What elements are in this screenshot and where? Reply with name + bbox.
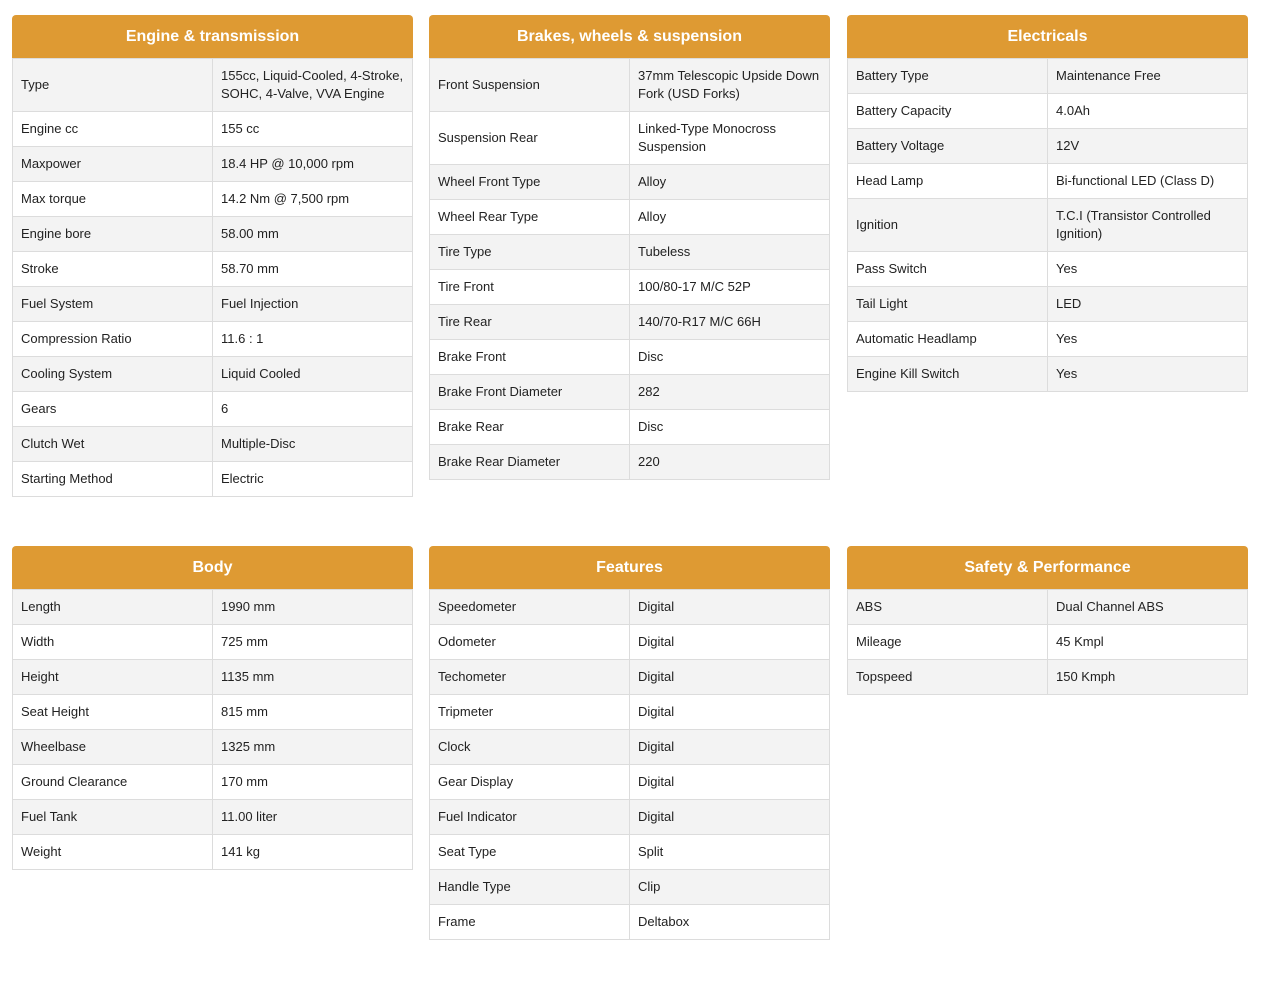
- spec-table: [847, 589, 1248, 695]
- spec-value: Fuel Injection: [213, 287, 413, 322]
- table-row: [430, 165, 830, 200]
- spec-card-body: [12, 546, 413, 870]
- table-row: [430, 270, 830, 305]
- table-row: [848, 660, 1248, 695]
- spec-value: Multiple-Disc: [213, 427, 413, 462]
- spec-label: Speedometer: [430, 590, 630, 625]
- table-row: [430, 730, 830, 765]
- spec-label: Max torque: [13, 182, 213, 217]
- spec-label: Techometer: [430, 660, 630, 695]
- spec-value: Digital: [630, 765, 830, 800]
- spec-value: Electric: [213, 462, 413, 497]
- spec-card-electricals: [847, 15, 1248, 392]
- table-row: [430, 765, 830, 800]
- spec-card-engine: [12, 15, 413, 497]
- spec-label: Topspeed: [848, 660, 1048, 695]
- spec-label: Engine cc: [13, 112, 213, 147]
- table-row: [13, 59, 413, 112]
- table-row: [13, 695, 413, 730]
- table-row: [13, 835, 413, 870]
- spec-value: 11.00 liter: [213, 800, 413, 835]
- spec-value: 1325 mm: [213, 730, 413, 765]
- spec-label: Gears: [13, 392, 213, 427]
- spec-value: 141 kg: [213, 835, 413, 870]
- spec-value: Digital: [630, 590, 830, 625]
- spec-card-safety: [847, 546, 1248, 695]
- spec-label: Type: [13, 59, 213, 112]
- spec-value: Alloy: [630, 200, 830, 235]
- spec-label: Handle Type: [430, 870, 630, 905]
- spec-value: 155cc, Liquid-Cooled, 4-Stroke, SOHC, 4-Valve, VVA Engine: [213, 59, 413, 112]
- spec-label: Frame: [430, 905, 630, 940]
- spec-label: Tire Rear: [430, 305, 630, 340]
- spec-label: Wheelbase: [13, 730, 213, 765]
- table-row: [430, 112, 830, 165]
- table-row: [848, 199, 1248, 252]
- spec-label: Battery Voltage: [848, 129, 1048, 164]
- spec-table: [12, 58, 413, 497]
- spec-value: Linked-Type Monocross Suspension: [630, 112, 830, 165]
- spec-card-brakes: [429, 15, 830, 480]
- spec-label: Stroke: [13, 252, 213, 287]
- spec-value: Bi-functional LED (Class D): [1048, 164, 1248, 199]
- section-title: Brakes, wheels & suspension: [429, 15, 830, 58]
- table-row: [13, 147, 413, 182]
- spec-value: Digital: [630, 660, 830, 695]
- spec-value: Alloy: [630, 165, 830, 200]
- spec-label: Clock: [430, 730, 630, 765]
- spec-label: Mileage: [848, 625, 1048, 660]
- table-row: [430, 695, 830, 730]
- spec-label: Cooling System: [13, 357, 213, 392]
- spec-value: LED: [1048, 287, 1248, 322]
- section-title: Features: [429, 546, 830, 589]
- spec-value: 58.00 mm: [213, 217, 413, 252]
- table-row: [13, 427, 413, 462]
- spec-label: Fuel Indicator: [430, 800, 630, 835]
- table-row: [430, 59, 830, 112]
- section-title: Electricals: [847, 15, 1248, 58]
- table-row: [848, 252, 1248, 287]
- table-row: [13, 112, 413, 147]
- spec-label: Tire Type: [430, 235, 630, 270]
- table-row: [430, 660, 830, 695]
- table-row: [13, 182, 413, 217]
- spec-label: Ground Clearance: [13, 765, 213, 800]
- spec-value: 18.4 HP @ 10,000 rpm: [213, 147, 413, 182]
- spec-value: 14.2 Nm @ 7,500 rpm: [213, 182, 413, 217]
- spec-label: Battery Capacity: [848, 94, 1048, 129]
- table-row: [430, 835, 830, 870]
- spec-value: Dual Channel ABS: [1048, 590, 1248, 625]
- spec-label: Seat Height: [13, 695, 213, 730]
- spec-value: Digital: [630, 625, 830, 660]
- spec-value: T.C.I (Transistor Controlled Ignition): [1048, 199, 1248, 252]
- table-row: [13, 625, 413, 660]
- table-row: [13, 357, 413, 392]
- spec-label: Brake Rear: [430, 410, 630, 445]
- spec-label: Compression Ratio: [13, 322, 213, 357]
- spec-label: Brake Front Diameter: [430, 375, 630, 410]
- table-row: [848, 164, 1248, 199]
- spec-label: Automatic Headlamp: [848, 322, 1048, 357]
- spec-label: Wheel Front Type: [430, 165, 630, 200]
- table-row: [430, 235, 830, 270]
- table-row: [848, 590, 1248, 625]
- spec-label: Maxpower: [13, 147, 213, 182]
- section-title: Engine & transmission: [12, 15, 413, 58]
- spec-value: 725 mm: [213, 625, 413, 660]
- spec-label: Wheel Rear Type: [430, 200, 630, 235]
- spec-table: [847, 58, 1248, 392]
- spec-value: 11.6 : 1: [213, 322, 413, 357]
- spec-value: 45 Kmpl: [1048, 625, 1248, 660]
- spec-value: Tubeless: [630, 235, 830, 270]
- spec-label: Tail Light: [848, 287, 1048, 322]
- spec-label: Pass Switch: [848, 252, 1048, 287]
- table-row: [848, 129, 1248, 164]
- spec-label: Gear Display: [430, 765, 630, 800]
- spec-value: Digital: [630, 730, 830, 765]
- spec-value: Liquid Cooled: [213, 357, 413, 392]
- table-row: [848, 625, 1248, 660]
- section-title: Safety & Performance: [847, 546, 1248, 589]
- spec-value: 140/70-R17 M/C 66H: [630, 305, 830, 340]
- spec-table: [12, 589, 413, 870]
- spec-label: Battery Type: [848, 59, 1048, 94]
- spec-table: [429, 589, 830, 940]
- spec-value: 220: [630, 445, 830, 480]
- spec-label: Weight: [13, 835, 213, 870]
- spec-value: 150 Kmph: [1048, 660, 1248, 695]
- table-row: [13, 800, 413, 835]
- table-row: [13, 730, 413, 765]
- table-row: [13, 287, 413, 322]
- spec-value: 155 cc: [213, 112, 413, 147]
- spec-label: Fuel Tank: [13, 800, 213, 835]
- spec-label: Clutch Wet: [13, 427, 213, 462]
- spec-value: 58.70 mm: [213, 252, 413, 287]
- table-row: [430, 340, 830, 375]
- table-row: [13, 322, 413, 357]
- spec-value: 170 mm: [213, 765, 413, 800]
- spec-label: Head Lamp: [848, 164, 1048, 199]
- spec-label: Engine bore: [13, 217, 213, 252]
- table-row: [13, 252, 413, 287]
- table-row: [13, 217, 413, 252]
- spec-label: ABS: [848, 590, 1048, 625]
- spec-value: 100/80-17 M/C 52P: [630, 270, 830, 305]
- table-row: [13, 590, 413, 625]
- table-row: [848, 59, 1248, 94]
- spec-label: Width: [13, 625, 213, 660]
- spec-value: Deltabox: [630, 905, 830, 940]
- spec-label: Engine Kill Switch: [848, 357, 1048, 392]
- table-row: [430, 800, 830, 835]
- spec-value: Yes: [1048, 252, 1248, 287]
- spec-label: Seat Type: [430, 835, 630, 870]
- table-row: [13, 392, 413, 427]
- table-row: [848, 287, 1248, 322]
- table-row: [848, 322, 1248, 357]
- spec-value: 4.0Ah: [1048, 94, 1248, 129]
- spec-value: Disc: [630, 340, 830, 375]
- spec-value: Digital: [630, 695, 830, 730]
- spec-value: Yes: [1048, 357, 1248, 392]
- table-row: [430, 905, 830, 940]
- spec-value: 37mm Telescopic Upside Down Fork (USD Forks): [630, 59, 830, 112]
- table-row: [430, 590, 830, 625]
- spec-table: [429, 58, 830, 480]
- spec-label: Tripmeter: [430, 695, 630, 730]
- spec-value: Disc: [630, 410, 830, 445]
- table-row: [430, 375, 830, 410]
- table-row: [430, 625, 830, 660]
- spec-label: Starting Method: [13, 462, 213, 497]
- table-row: [430, 200, 830, 235]
- spec-value: Digital: [630, 800, 830, 835]
- spec-value: 1135 mm: [213, 660, 413, 695]
- spec-value: 815 mm: [213, 695, 413, 730]
- spec-label: Tire Front: [430, 270, 630, 305]
- spec-label: Length: [13, 590, 213, 625]
- spec-label: Front Suspension: [430, 59, 630, 112]
- table-row: [430, 870, 830, 905]
- spec-value: Yes: [1048, 322, 1248, 357]
- spec-label: Height: [13, 660, 213, 695]
- table-row: [430, 410, 830, 445]
- spec-value: 282: [630, 375, 830, 410]
- spec-value: Maintenance Free: [1048, 59, 1248, 94]
- spec-value: Split: [630, 835, 830, 870]
- table-row: [430, 445, 830, 480]
- section-title: Body: [12, 546, 413, 589]
- table-row: [430, 305, 830, 340]
- spec-value: 1990 mm: [213, 590, 413, 625]
- spec-label: Brake Rear Diameter: [430, 445, 630, 480]
- table-row: [848, 94, 1248, 129]
- spec-label: Ignition: [848, 199, 1048, 252]
- spec-label: Fuel System: [13, 287, 213, 322]
- table-row: [848, 357, 1248, 392]
- table-row: [13, 765, 413, 800]
- spec-label: Suspension Rear: [430, 112, 630, 165]
- table-row: [13, 660, 413, 695]
- spec-label: Brake Front: [430, 340, 630, 375]
- spec-label: Odometer: [430, 625, 630, 660]
- spec-card-features: [429, 546, 830, 940]
- table-row: [13, 462, 413, 497]
- spec-value: Clip: [630, 870, 830, 905]
- spec-value: 12V: [1048, 129, 1248, 164]
- spec-value: 6: [213, 392, 413, 427]
